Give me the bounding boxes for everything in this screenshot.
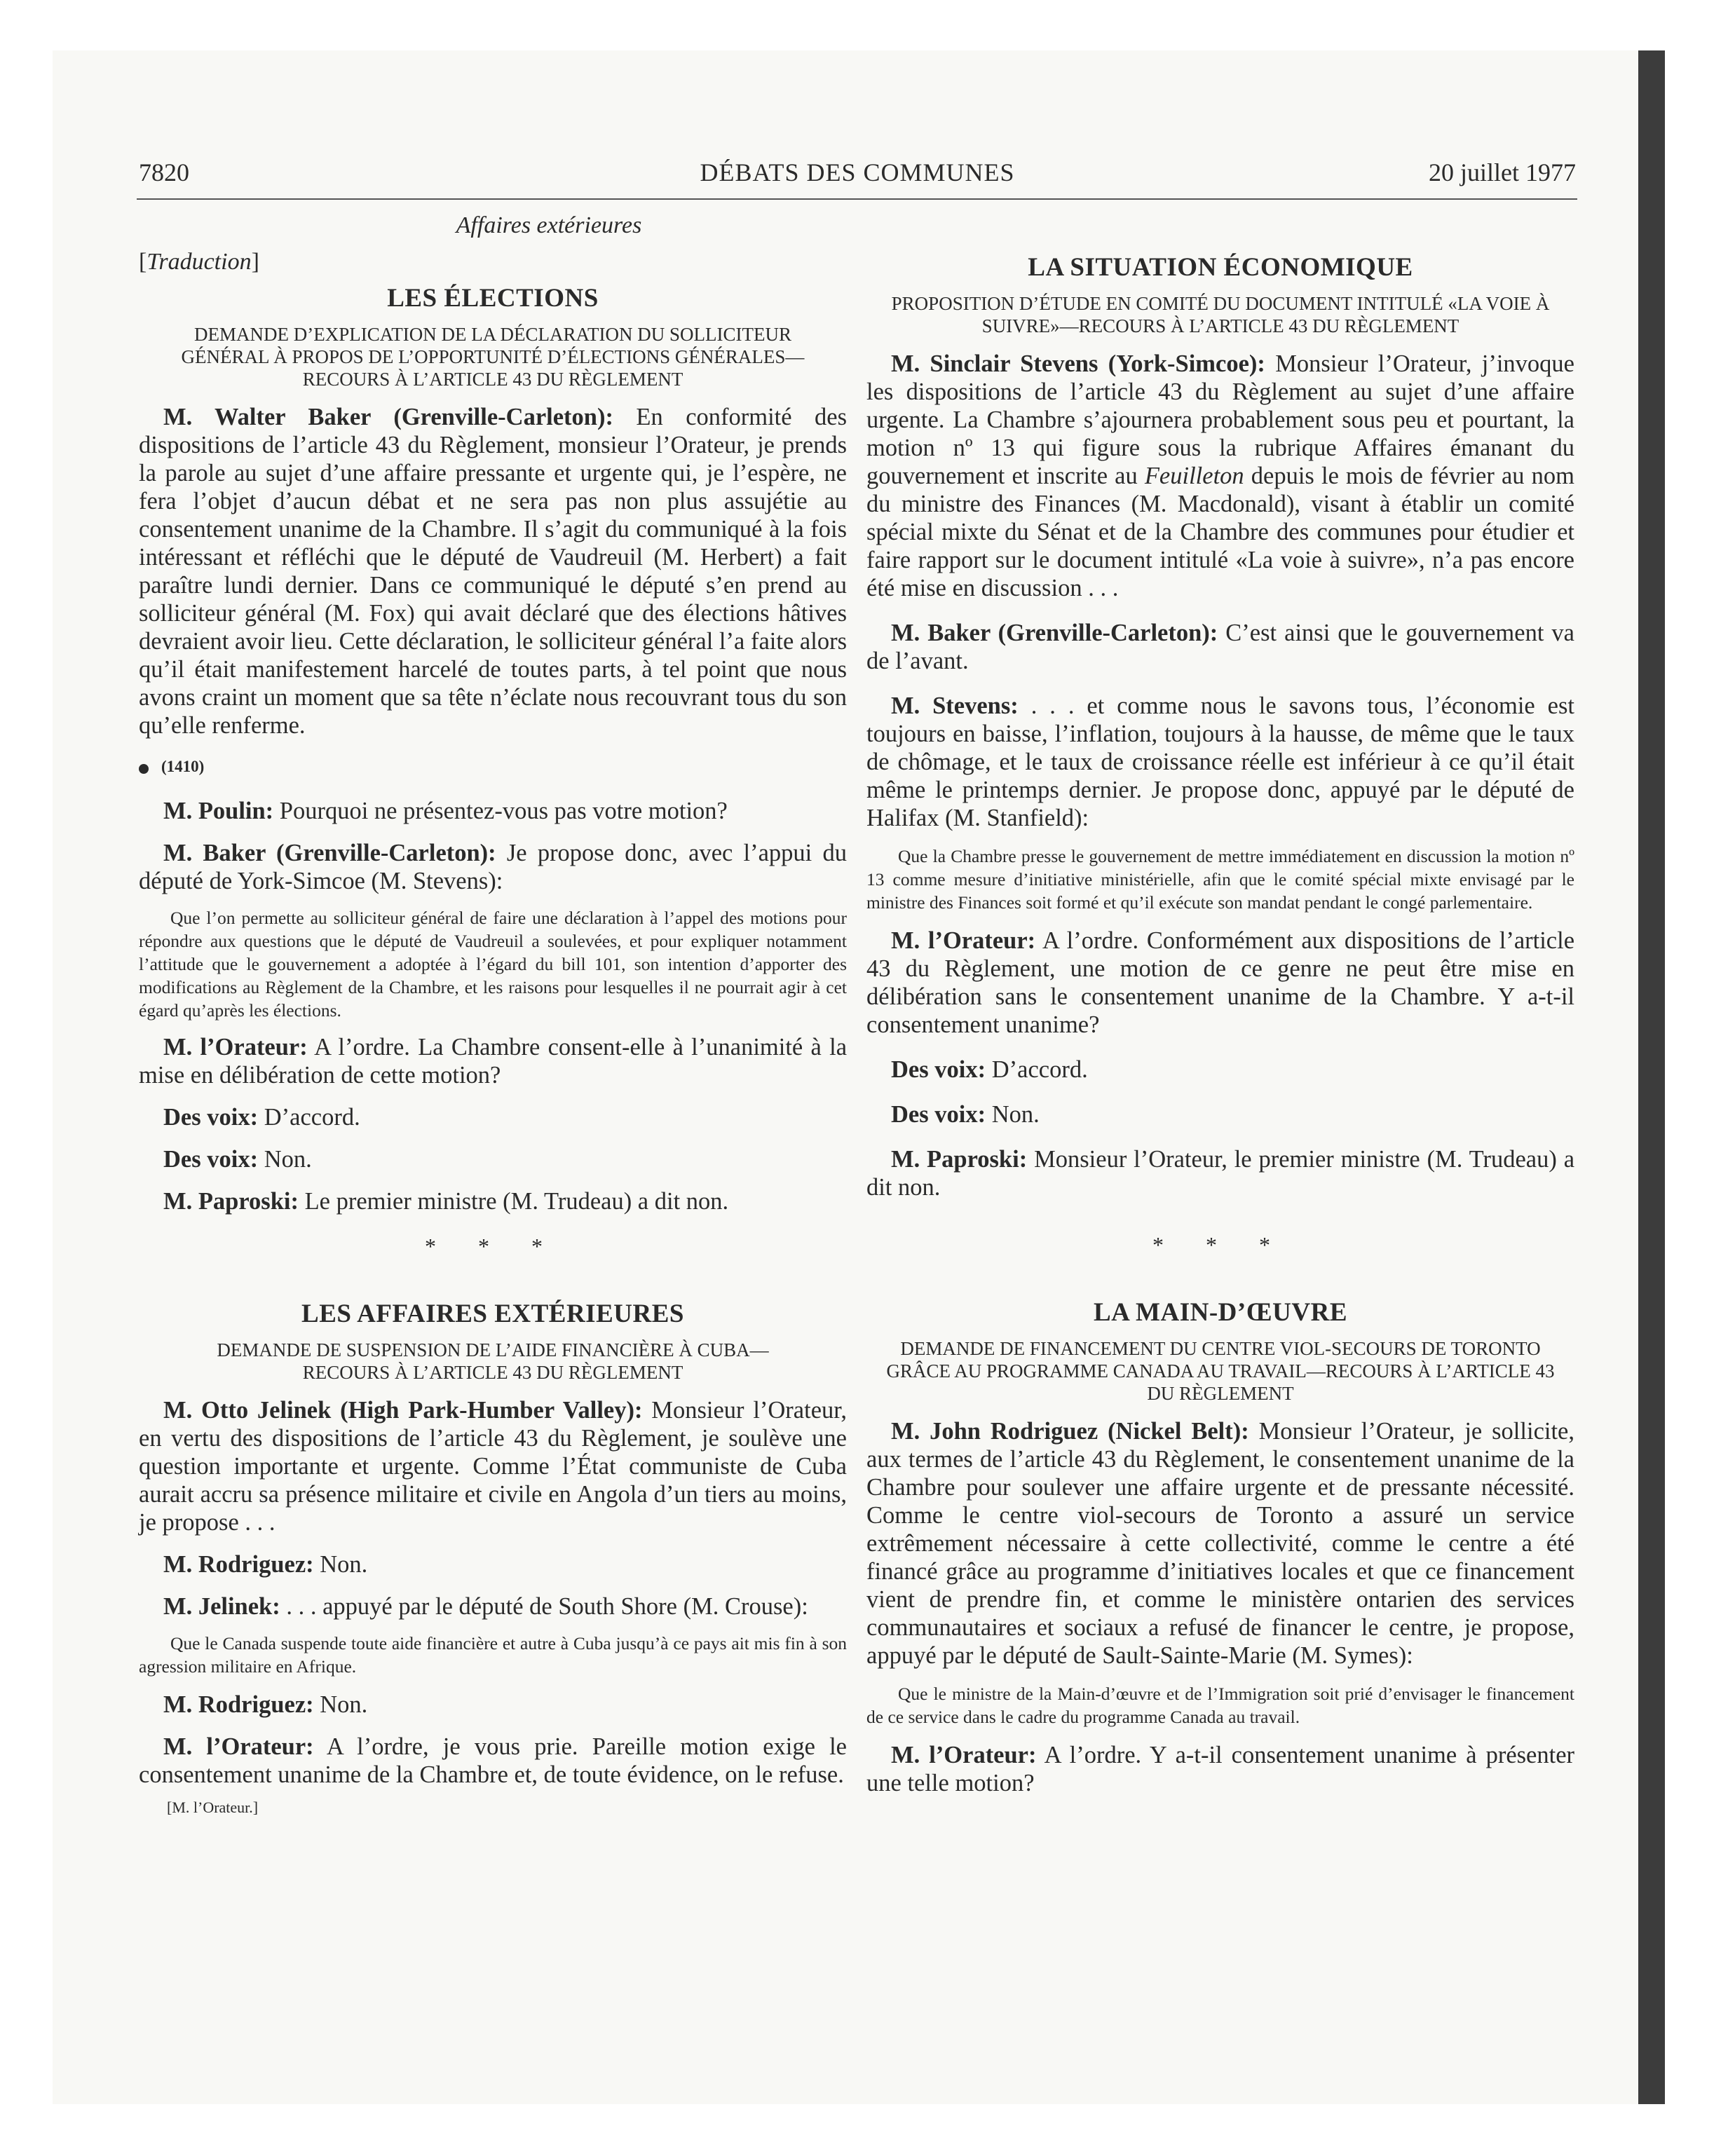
elections-paragraph: Des voix: Non. <box>163 1146 312 1173</box>
elections-paragraph: M. Walter Baker (Grenville-Carleton): En conformité des dispositions de l’article 43 du Règlement, monsieur l’Orateur, je prends la parole au sujet d’une affaire pressante et urgente qui, je l’espère, ne fera l’objet d’aucun débat et ne sera pas non plus assujétie au consentement unanime de la Chambre. Il s’agit du communiqué à la fois intéressant et réfléchi que le député de Vaudreuil (M. Herbert) a fait paraître lundi dernier. Dans ce communiqué le député s’en prend au solliciteur général (M. Fox) qui avait déclaré que des élections hâtives devraient avoir lieu. Cette déclaration, le solliciteur général l’a faite alors qu’il était manifestement harcelé de toutes parts, à tel point que nous avons craint un moment que sa tête n’éclate nous recouvrant tous du son qu’elle renferme. <box>139 404 847 739</box>
elections-paragraph: M. Paproski: Le premier ministre (M. Trudeau) a dit non. <box>163 1188 729 1215</box>
economy-paragraph: M. Baker (Grenville-Carleton): C’est ainsi que le gouvernement va de l’avant. <box>866 620 1574 674</box>
elections-motion: Que l’on permette au solliciteur général de faire une déclaration à l’appel des motions pour répondre aux questions que le député de Vaudreuil a soulevées, et pour expliquer notamment l’attitude que le gouvernement a adoptée à l’égard du bill 101, son intention d’apporter des modifications au Règlement de la Chambre, et les raisons pour lesquelles il ne pourrait agir à cet égard qu’après les élections. <box>139 908 847 1021</box>
foreign-title: LES AFFAIRES EXTÉRIEURES <box>301 1299 684 1328</box>
labour-paragraph: M. l’Orateur: A l’ordre. Y a-t-il consentement unanime à présenter une telle motion? <box>866 1742 1575 1796</box>
page-number: 7820 <box>139 158 189 186</box>
foreign-paragraph: M. Rodriguez: Non. <box>163 1691 368 1718</box>
economy-paragraph: M. l’Orateur: A l’ordre. Conformément aux dispositions de l’article 43 du Règlement, une motion de ce genre ne peut être mise en délibération sans le consentement unanime de la Chambre. Y a-t-il consentement unanime? <box>866 927 1575 1038</box>
elections-subtitle: DEMANDE D’EXPLICATION DE LA DÉCLARATION DU SOLLICITEUR GÉNÉRAL À PROPOS DE L’OPPORTUNITÉ D’ÉLECTIONS GÉNÉRALES—RECOURS À L’ARTICLE 43 DU RÈGLEMENT <box>181 324 805 390</box>
speaker: M. Walter Baker (Grenville-Carleton): <box>163 404 613 430</box>
section-separator: * * * <box>1152 1232 1288 1257</box>
economy-motion: Que la Chambre presse le gouvernement de mettre immédiatement en discussion la motion nº 13 comme mesure d’initiative ministérielle, afin que le comité spécial mixte envisagé par le ministre des Finances soit formé et qu’il exécute son mandat pendant le congé parlementaire. <box>866 846 1574 913</box>
elections-title: LES ÉLECTIONS <box>387 284 599 313</box>
elections-paragraph: Des voix: D’accord. <box>163 1104 360 1131</box>
time-marker: (1410) <box>139 758 847 776</box>
publication-title: DÉBATS DES COMMUNES <box>700 158 1015 186</box>
scan-edge <box>1638 50 1665 2104</box>
economy-paragraph: M. Paproski: Monsieur l’Orateur, le premier ministre (M. Trudeau) a dit non. <box>866 1146 1575 1201</box>
bullet-icon <box>139 764 149 774</box>
economy-title: LA SITUATION ÉCONOMIQUE <box>1028 253 1413 282</box>
foreign-paragraph: M. Jelinek: . . . appuyé par le député de South Shore (M. Crouse): <box>163 1593 808 1620</box>
labour-motion: Que le ministre de la Main-d’œuvre et de l’Immigration soit prié d’envisager le financement de ce service dans le cadre du programme Canada au travail. <box>866 1684 1574 1727</box>
foreign-subtitle: DEMANDE DE SUSPENSION DE L’AIDE FINANCIÈRE À CUBA—RECOURS À L’ARTICLE 43 DU RÈGLEMENT <box>217 1339 769 1383</box>
labour-title: LA MAIN-D’ŒUVRE <box>1093 1298 1348 1327</box>
economy-paragraph: Des voix: Non. <box>891 1101 1040 1128</box>
section-separator: * * * <box>425 1234 561 1259</box>
header-rule <box>137 198 1577 200</box>
labour-paragraph: M. John Rodriguez (Nickel Belt): Monsieur l’Orateur, je sollicite, aux termes de l’article 43 du Règlement, le consentement unanime de la Chambre pour soulever une affaire urgente et de pressante nécessité. Comme le centre viol-secours de Toronto a assuré un service extrêmement nécessaire à cette collectivité, comme le centre a été financé grâce au programme d’initiatives locales et que ce financement vient de prendre fin, et comme le ministère ontarien des services communautaires et sociaux a refusé de financer le centre, je propose, appuyé par le député de Sault-Sainte-Marie (M. Symes): <box>866 1418 1574 1669</box>
foreign-paragraph: M. Rodriguez: Non. <box>163 1551 368 1578</box>
elections-paragraph: M. l’Orateur: A l’ordre. La Chambre consent-elle à l’unanimité à la mise en délibération de cette motion? <box>139 1034 848 1089</box>
translation-tag: [Traduction] <box>139 249 259 275</box>
left-column <box>139 210 847 1817</box>
economy-paragraph: Des voix: D’accord. <box>891 1056 1088 1083</box>
foreign-paragraph: M. l’Orateur: A l’ordre, je vous prie. Pareille motion exige le consentement unanime de la Chambre et, de toute évidence, on le refuse. <box>139 1733 847 1788</box>
foreign-paragraph: M. Otto Jelinek (High Park-Humber Valley): Monsieur l’Orateur, en vertu des dispositions de l’article 43 du Règlement, je soulève une question importante et urgente. Comme l’État communiste de Cuba aurait accru sa présence militaire et civile en Angola d’un tiers au moins, je propose . . . <box>139 1397 847 1536</box>
speaker-reference: [M. l’Orateur.] <box>167 1799 259 1816</box>
foreign-motion: Que le Canada suspende toute aide financière et autre à Cuba jusqu’à ce pays ait mis fin à son agression militaire en Afrique. <box>139 1633 847 1677</box>
economy-paragraph: M. Stevens: . . . et comme nous le savons tous, l’économie est toujours en baisse, l’inflation, toujours à la hausse, de même que le taux de chômage, et le taux de croissance réelle est inférieur à ce qu’il était même le printemps dernier. Je propose donc, appuyé par le député de Halifax (M. Stanfield): <box>866 692 1575 831</box>
elections-paragraph: M. Baker (Grenville-Carleton): Je propose donc, avec l’appui du député de York-Simcoe (M. Stevens): <box>139 840 847 894</box>
section-subject: Affaires extérieures <box>456 212 642 238</box>
economy-paragraph: M. Sinclair Stevens (York-Simcoe): Monsieur l’Orateur, j’invoque les dispositions de l’article 43 du Règlement au sujet d’une affaire urgente. La Chambre s’ajournera probablement sous peu et pourtant, la motion nº 13 qui figure sous la rubrique Affaires émanant du gouvernement et inscrite au Feuilleton depuis le mois de février au nom du ministre des Finances (M. Macdonald), visant à établir un comité spécial mixte du Sénat et de la Chambre des communes pour étudier et faire rapport sur le document intitulé «La voie à suivre», n’a pas encore été mise en discussion . . . <box>866 350 1574 601</box>
publication-date: 20 juillet 1977 <box>1429 158 1576 186</box>
elections-paragraph: M. Poulin: Pourquoi ne présentez-vous pas votre motion? <box>163 798 728 824</box>
right-column <box>866 252 1574 1797</box>
labour-subtitle: DEMANDE DE FINANCEMENT DU CENTRE VIOL-SECOURS DE TORONTO GRÂCE AU PROGRAMME CANADA AU TRAVAIL—RECOURS À L’ARTICLE 43 DU RÈGLEMENT <box>886 1338 1555 1404</box>
running-header <box>139 158 1576 200</box>
economy-subtitle: PROPOSITION D’ÉTUDE EN COMITÉ DU DOCUMENT INTITULÉ «LA VOIE À SUIVRE»—RECOURS À L’ARTICLE 43 DU RÈGLEMENT <box>891 293 1550 336</box>
